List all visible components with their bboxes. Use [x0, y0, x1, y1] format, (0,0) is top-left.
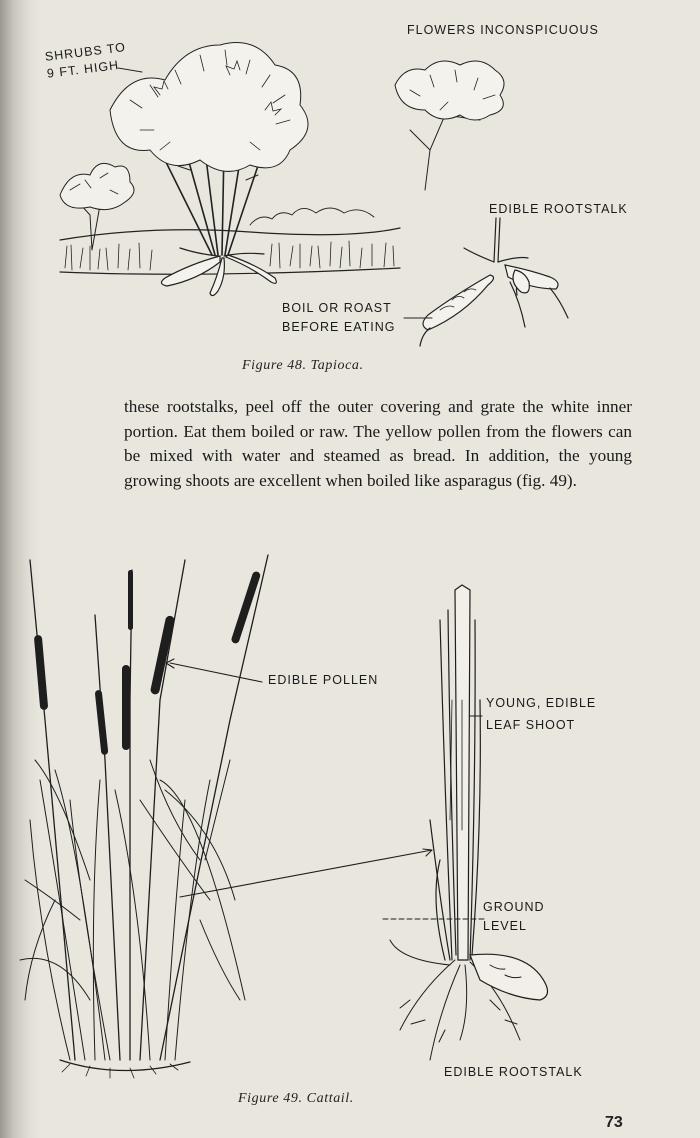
- label-edible-pollen: EDIBLE POLLEN: [268, 673, 379, 687]
- cattail-leaves: [20, 760, 245, 1060]
- young-leaf-shoot: [430, 585, 480, 960]
- page-number: 73: [605, 1114, 623, 1131]
- label-young-edible-leaf-shoot: YOUNG, EDIBLE LEAF SHOOT: [486, 696, 597, 732]
- figure-48-caption: Figure 48. Tapioca.: [242, 358, 364, 373]
- figure-49-caption: Figure 49. Cattail.: [238, 1091, 354, 1106]
- label-edible-rootstalk-tapioca: EDIBLE ROOTSTALK: [489, 202, 628, 216]
- label-edible-rootstalk-cattail: EDIBLE ROOTSTALK: [444, 1065, 583, 1079]
- label-shrubs-height: SHRUBS TO 9 FT. HIGH: [44, 40, 127, 81]
- label-boil-or-roast: BOIL OR ROAST BEFORE EATING: [282, 301, 396, 334]
- cattail-stems: [30, 555, 268, 1060]
- label-flowers-inconspicuous: FLOWERS INCONSPICUOUS: [407, 23, 599, 37]
- label-ground-level: GROUND LEVEL: [483, 900, 545, 933]
- body-paragraph: these rootstalks, peel off the outer covering and grate the white inner portion. Eat them boiled or raw. The yellow pollen from the flowers can be mixed with water and steamed as bread. In addition, the young growing shoots are excellent when boiled like asparagus (fig. 49).: [124, 397, 632, 490]
- cattail-spikes: [34, 570, 261, 755]
- cattail-roots: [390, 940, 548, 1060]
